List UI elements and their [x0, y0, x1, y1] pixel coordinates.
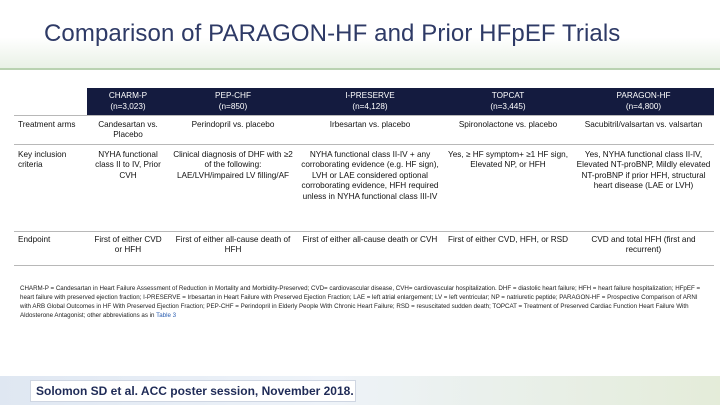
column-header-charm-p: CHARM-P (n=3,023)	[87, 88, 169, 115]
table-cell: NYHA functional class II to IV, Prior CVH	[87, 144, 169, 231]
table-row-key-inclusion-criteria	[14, 144, 714, 231]
abbreviations-footnote	[20, 285, 708, 321]
table-cell: Perindopril vs. placebo	[169, 115, 297, 144]
table-row-endpoint	[14, 231, 714, 265]
table-corner-cell	[14, 88, 87, 115]
table-header-row	[14, 88, 714, 115]
table-row-treatment-arms	[14, 115, 714, 144]
table-3-link[interactable]: Table 3	[156, 311, 177, 319]
source-citation: Solomon SD et al. ACC poster session, November 2018.	[36, 384, 354, 398]
row-label: Endpoint	[14, 231, 87, 265]
row-label: Treatment arms	[14, 115, 87, 144]
comparison-table-container	[14, 88, 714, 266]
table-cell: NYHA functional class II-IV + any corroborating evidence (e.g. HF sign), LVH or LAE considered optional corroborating evidence, HFH required unless in NYHA functional class III-IV	[297, 144, 443, 231]
table-cell: First of either CVD or HFH	[87, 231, 169, 265]
column-header-paragon-hf: PARAGON-HF (n=4,800)	[573, 88, 714, 115]
column-header-topcat: TOPCAT (n=3,445)	[443, 88, 573, 115]
footnote-text: CHARM-P = Candesartan in Heart Failure Assessment of Reduction in Mortality and Morbidity-Preserved; CVD= cardiovascular disease, CVH= cardiovascular hospitalization. DHF = diastolic heart failure; HFH = heart failure hospitalization; HFpEF = heart failure with preserved ejection fraction; I-PRESERVE = Irbesartan in Heart Failure with Preserved Ejection Fraction; LAE = left atrial enlargement; LV = left ventricular; NP = natriuretic peptide; PARAGON-HF = Prospective Comparison of ARNI with ARB Global Outcomes in HF With Preserved Ejection Fraction; PEP-CHF = Perindopril in Elderly People With Chronic Heart Failure; RSD = resuscitated sudden death; TOPCAT = Treatment of Preserved Cardiac Function Heart Failure With Aldosterone Antagonist; other abbreviations as in	[20, 285, 701, 319]
table-cell: First of either all-cause death or CVH	[297, 231, 443, 265]
row-label: Key inclusion criteria	[14, 144, 87, 231]
table-cell: First of either all-cause death of HFH	[169, 231, 297, 265]
table-cell: Irbesartan vs. placebo	[297, 115, 443, 144]
table-cell: Yes, ≥ HF symptom+ ≥1 HF sign, Elevated NP, or HFH	[443, 144, 573, 231]
comparison-table	[14, 88, 714, 266]
table-cell: Sacubitril/valsartan vs. valsartan	[573, 115, 714, 144]
column-header-pep-chf: PEP-CHF (n=850)	[169, 88, 297, 115]
table-cell: First of either CVD, HFH, or RSD	[443, 231, 573, 265]
table-cell: CVD and total HFH (first and recurrent)	[573, 231, 714, 265]
table-cell: Clinical diagnosis of DHF with ≥2 of the following: LAE/LVH/impaired LV filling/AF	[169, 144, 297, 231]
table-cell: Spironolactone vs. placebo	[443, 115, 573, 144]
column-header-i-preserve: I-PRESERVE (n=4,128)	[297, 88, 443, 115]
table-cell: Yes, NYHA functional class II-IV, Elevated NT-proBNP, Mildly elevated NT-proBNP if prior HFH, structural heart disease (LAE or LVH)	[573, 144, 714, 231]
table-cell: Candesartan vs. Placebo	[87, 115, 169, 144]
slide-title: Comparison of PARAGON-HF and Prior HFpEF Trials	[44, 20, 621, 47]
